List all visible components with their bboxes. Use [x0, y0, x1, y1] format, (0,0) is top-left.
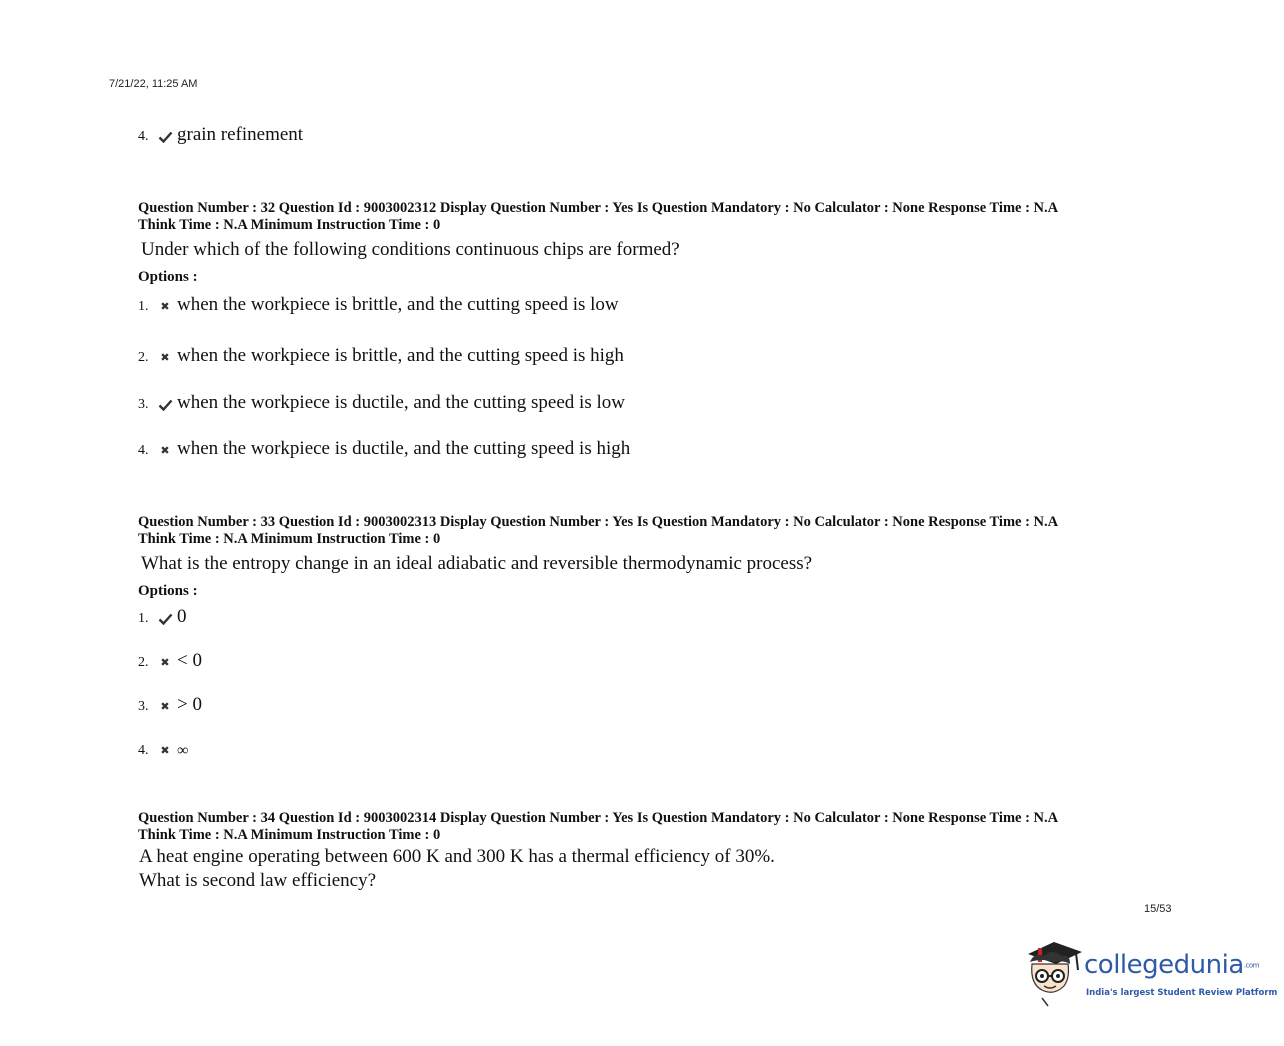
- meta-line-2: Think Time : N.A Minimum Instruction Time : 0: [138, 217, 441, 233]
- page-number: 15/53: [1144, 903, 1172, 915]
- meta-line-2: Think Time : N.A Minimum Instruction Time : 0: [138, 531, 441, 547]
- options-label: Options :: [138, 583, 198, 599]
- brand-tagline: India's largest Student Review Platform: [1086, 988, 1278, 998]
- cross-icon: ✖: [160, 300, 170, 313]
- question-text-line-1: A heat engine operating between 600 K and 300 K has a thermal efficiency of 30%.: [139, 846, 775, 867]
- q33-option-3: 3. ✖ > 0: [138, 694, 202, 715]
- cross-icon: ✖: [160, 700, 170, 713]
- meta-line-1: Question Number : 32 Question Id : 9003002312 Display Question Number : Yes Is Question Mandatory : No Calculator : None Response Time : N.A: [138, 200, 1059, 216]
- q32-option-3: 3. when the workpiece is ductile, and the cutting speed is low: [138, 392, 625, 413]
- q32-option-2: 2. ✖ when the workpiece is brittle, and the cutting speed is high: [138, 345, 624, 366]
- question-33-text: What is the entropy change in an ideal adiabatic and reversible thermodynamic process?: [141, 553, 813, 574]
- q32-option-1: 1. ✖ when the workpiece is brittle, and the cutting speed is low: [138, 294, 619, 315]
- question-32-text: Under which of the following conditions continuous chips are formed?: [141, 239, 680, 260]
- mascot-logo-icon: [1024, 940, 1084, 1008]
- q33-option-1: 1. 0: [138, 606, 187, 627]
- check-icon: [155, 613, 175, 628]
- question-34-text: [139, 845, 775, 893]
- check-icon: [155, 399, 175, 414]
- q33-option-2: 2. ✖ < 0: [138, 650, 202, 671]
- meta-line-1: Question Number : 34 Question Id : 9003002314 Display Question Number : Yes Is Question Mandatory : No Calculator : None Response Time : N.A: [138, 810, 1059, 826]
- check-icon: [155, 131, 175, 146]
- option-text: grain refinement: [177, 124, 304, 145]
- question-34-meta: [138, 810, 1168, 844]
- option-number: 4.: [138, 129, 149, 144]
- question-32-meta: [138, 200, 1168, 234]
- cross-icon: ✖: [160, 444, 170, 457]
- cross-icon: ✖: [160, 351, 170, 364]
- meta-line-1: Question Number : 33 Question Id : 9003002313 Display Question Number : Yes Is Question Mandatory : No Calculator : None Response Time : N.A: [138, 514, 1059, 530]
- q33-option-4: 4. ✖ ∞: [138, 742, 189, 759]
- meta-line-2: Think Time : N.A Minimum Instruction Time : 0: [138, 827, 441, 843]
- brand-name: collegedunia.com: [1084, 950, 1259, 980]
- question-text-line-2: What is second law efficiency?: [139, 870, 377, 891]
- prev-option-4: [138, 122, 303, 146]
- cross-icon: ✖: [160, 744, 170, 757]
- question-33-meta: [138, 514, 1168, 548]
- q32-option-4: 4. ✖ when the workpiece is ductile, and the cutting speed is high: [138, 438, 631, 459]
- options-label: Options :: [138, 269, 198, 285]
- print-timestamp: 7/21/22, 11:25 AM: [109, 78, 198, 90]
- cross-icon: ✖: [160, 656, 170, 669]
